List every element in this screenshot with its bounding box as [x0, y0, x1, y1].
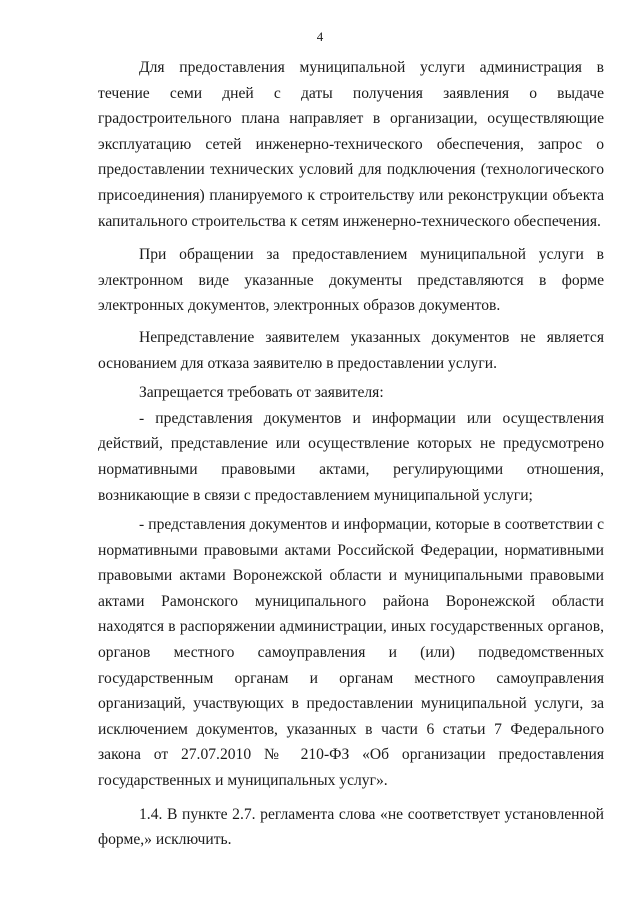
paragraph-non-submission: Непредставление заявителем указанных документов не является основанием для отказа заявителю в предоставлении услуги. [98, 328, 604, 372]
page-number: 4 [316, 29, 324, 44]
paragraph-amendment-1-4: 1.4. В пункте 2.7. регламента слова «не соответствует установленной форме,» исключить. [98, 805, 604, 849]
paragraph-prohibition-item-1: - представления документов и информации или осуществления действий, представление или осуществление которых не предусмотрено нормативными правовыми актами, регулирующими отношения, возникающие в связи с предоставлением муниципальной услуги; [98, 409, 604, 504]
paragraph-prohibition-intro: Запрещается требовать от заявителя: [139, 384, 384, 402]
paragraph-prohibition-item-2: - представления документов и информации, которые в соответствии с нормативными правовыми актами Российской Федерации, нормативными правовыми актами Воронежской области и муниципальными правовыми актами Рамонского муниципального района Воронежской области находятся в распоряжении администрации, иных государственных органов, органов местного самоуправления и (или) подведомственных государственным органам и органам местного самоуправления организаций, участвующих в предоставлении муниципальной услуги, за исключением документов, указанных в части 6 статьи 7 Федерального закона от 27.07.2010 № 210-ФЗ «Об организации предоставления государственных и муниципальных услуг». [98, 516, 604, 790]
paragraph-electronic-submission: При обращении за предоставлением муниципальной услуги в электронном виде указанные документы представляются в форме электронных документов, электронных образов документов. [98, 246, 604, 315]
document-body [98, 55, 604, 853]
paragraph-gradplan-request: Для предоставления муниципальной услуги администрация в течение семи дней с даты получения заявления о выдаче градостроительного плана направляет в организации, осуществляющие эксплуатацию сетей инженерно-технического обеспечения, запрос о предоставлении технических условий для подключения (технологического присоединения) планируемого к строительству или реконструкции объекта капитального строительства к сетям инженерно-технического обеспечения. [98, 59, 604, 230]
